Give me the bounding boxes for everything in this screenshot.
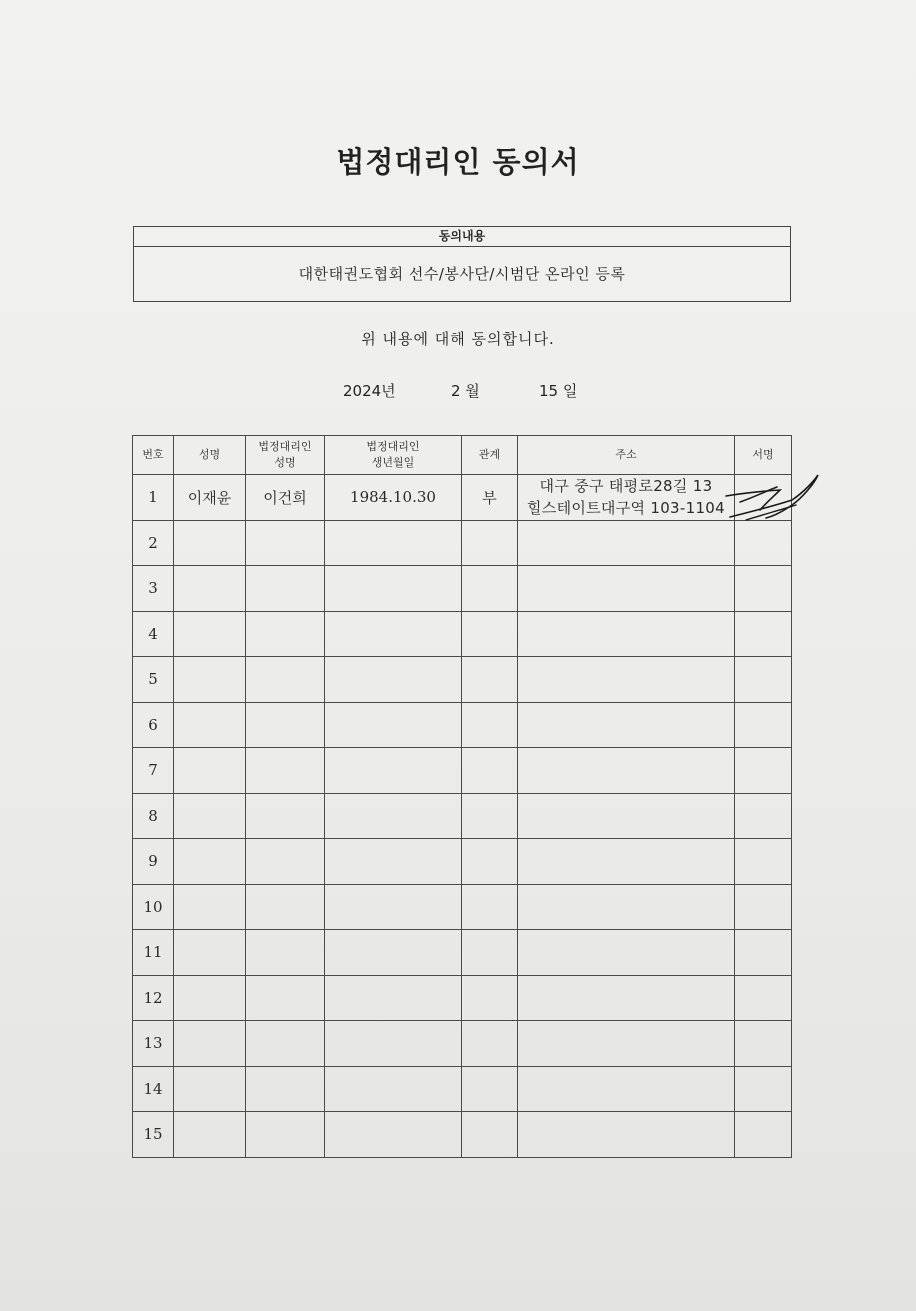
participant-name xyxy=(174,930,246,976)
consent-header: 동의내용 xyxy=(134,227,790,247)
address xyxy=(518,520,735,566)
document-title: 법정대리인 동의서 xyxy=(336,145,580,179)
table-row xyxy=(133,702,792,748)
guardian-name xyxy=(246,566,325,612)
guardian-birthdate xyxy=(325,1021,462,1067)
signature-cell xyxy=(735,884,792,930)
guardian-birthdate xyxy=(325,520,462,566)
signature-cell xyxy=(735,975,792,1021)
row-number: 2 xyxy=(133,520,174,566)
address xyxy=(518,475,735,521)
signature-cell xyxy=(735,520,792,566)
guardian-table xyxy=(132,435,792,1158)
participant-name xyxy=(174,793,246,839)
row-number: 5 xyxy=(133,657,174,703)
table-row xyxy=(133,1021,792,1067)
participant-name xyxy=(174,884,246,930)
date-day: 15 일 xyxy=(539,382,578,400)
relation xyxy=(462,884,518,930)
address-line2: 힐스테이트대구역 103-1104 xyxy=(526,499,725,518)
relation xyxy=(462,1021,518,1067)
handwritten-signature xyxy=(722,470,827,525)
relation: 부 xyxy=(462,475,518,521)
participant-name xyxy=(174,657,246,703)
relation xyxy=(462,839,518,885)
guardian-birthdate xyxy=(325,975,462,1021)
guardian-name xyxy=(246,702,325,748)
guardian-name xyxy=(246,975,325,1021)
address xyxy=(518,1021,735,1067)
address xyxy=(518,884,735,930)
table-row xyxy=(133,884,792,930)
relation xyxy=(462,702,518,748)
header-guardian-name-line1: 법정대리인 xyxy=(258,440,312,453)
relation xyxy=(462,930,518,976)
guardian-birthdate xyxy=(325,657,462,703)
signature-cell xyxy=(735,611,792,657)
relation xyxy=(462,1066,518,1112)
row-number: 3 xyxy=(133,566,174,612)
row-number: 6 xyxy=(133,702,174,748)
table-row xyxy=(133,657,792,703)
address xyxy=(518,702,735,748)
signature-cell xyxy=(735,657,792,703)
guardian-name xyxy=(246,1112,325,1158)
row-number: 7 xyxy=(133,748,174,794)
consent-text: 대한태권도협회 선수/봉사단/시범단 온라인 등록 xyxy=(298,265,626,283)
address xyxy=(518,1066,735,1112)
address xyxy=(518,793,735,839)
row-number: 1 xyxy=(133,475,174,521)
table-row xyxy=(133,839,792,885)
address xyxy=(518,930,735,976)
date-year: 2024년 xyxy=(343,382,396,400)
header-guardian-birth-line2: 생년월일 xyxy=(371,456,415,469)
row-number: 13 xyxy=(133,1021,174,1067)
participant-name xyxy=(174,520,246,566)
relation xyxy=(462,611,518,657)
address xyxy=(518,657,735,703)
participant-name xyxy=(174,566,246,612)
table-row xyxy=(133,748,792,794)
header-name: 성명 xyxy=(174,436,246,475)
signature-cell xyxy=(735,1112,792,1158)
guardian-birthdate xyxy=(325,793,462,839)
row-number: 8 xyxy=(133,793,174,839)
signature-cell xyxy=(735,1066,792,1112)
guardian-birthdate xyxy=(325,930,462,976)
address xyxy=(518,566,735,612)
participant-name xyxy=(174,1112,246,1158)
relation xyxy=(462,566,518,612)
guardian-birthdate xyxy=(325,1112,462,1158)
address xyxy=(518,975,735,1021)
guardian-name xyxy=(246,793,325,839)
consent-box xyxy=(133,226,791,302)
guardian-birthdate xyxy=(325,1066,462,1112)
relation xyxy=(462,657,518,703)
table-header-row xyxy=(133,436,792,475)
participant-name xyxy=(174,611,246,657)
guardian-birthdate xyxy=(325,566,462,612)
header-guardian-birth xyxy=(325,436,462,475)
guardian-birthdate xyxy=(325,839,462,885)
guardian-name xyxy=(246,748,325,794)
relation xyxy=(462,748,518,794)
table-row xyxy=(133,1066,792,1112)
row-number: 9 xyxy=(133,839,174,885)
table-row xyxy=(133,475,792,521)
guardian-name xyxy=(246,1066,325,1112)
signature-cell xyxy=(735,839,792,885)
row-number: 4 xyxy=(133,611,174,657)
guardian-name xyxy=(246,1021,325,1067)
table-row xyxy=(133,793,792,839)
row-number: 15 xyxy=(133,1112,174,1158)
guardian-name xyxy=(246,930,325,976)
row-number: 14 xyxy=(133,1066,174,1112)
guardian-name xyxy=(246,520,325,566)
address xyxy=(518,1112,735,1158)
participant-name xyxy=(174,975,246,1021)
guardian-name xyxy=(246,611,325,657)
table-row xyxy=(133,930,792,976)
participant-name: 이재윤 xyxy=(174,475,246,521)
signature-cell xyxy=(735,748,792,794)
header-address: 주소 xyxy=(518,436,735,475)
table-row xyxy=(133,975,792,1021)
signature-cell xyxy=(735,793,792,839)
address xyxy=(518,839,735,885)
relation xyxy=(462,793,518,839)
participant-name xyxy=(174,839,246,885)
table-row xyxy=(133,1112,792,1158)
date-month: 2 월 xyxy=(451,382,480,400)
relation xyxy=(462,1112,518,1158)
row-number: 10 xyxy=(133,884,174,930)
header-guardian-name xyxy=(246,436,325,475)
participant-name xyxy=(174,748,246,794)
row-number: 12 xyxy=(133,975,174,1021)
participant-name xyxy=(174,1066,246,1112)
table-row xyxy=(133,520,792,566)
address xyxy=(518,611,735,657)
guardian-name: 이건희 xyxy=(246,475,325,521)
participant-name xyxy=(174,702,246,748)
guardian-birthdate xyxy=(325,611,462,657)
agreement-statement: 위 내용에 대해 동의합니다. xyxy=(361,330,555,348)
header-signature: 서명 xyxy=(735,436,792,475)
table-row xyxy=(133,566,792,612)
row-number: 11 xyxy=(133,930,174,976)
guardian-birthdate: 1984.10.30 xyxy=(325,475,462,521)
guardian-birthdate xyxy=(325,748,462,794)
header-relation: 관계 xyxy=(462,436,518,475)
header-guardian-name-line2: 성명 xyxy=(274,456,296,469)
guardian-name xyxy=(246,884,325,930)
header-no: 번호 xyxy=(133,436,174,475)
signature-cell xyxy=(735,702,792,748)
table-row xyxy=(133,611,792,657)
address xyxy=(518,748,735,794)
header-guardian-birth-line1: 법정대리인 xyxy=(366,440,420,453)
guardian-name xyxy=(246,657,325,703)
guardian-birthdate xyxy=(325,702,462,748)
signature-cell xyxy=(735,1021,792,1067)
participant-name xyxy=(174,1021,246,1067)
signature-cell xyxy=(735,930,792,976)
guardian-name xyxy=(246,839,325,885)
relation xyxy=(462,975,518,1021)
address-line1: 대구 중구 태평로28길 13 xyxy=(539,477,713,496)
relation xyxy=(462,520,518,566)
signature-cell xyxy=(735,566,792,612)
guardian-birthdate xyxy=(325,884,462,930)
